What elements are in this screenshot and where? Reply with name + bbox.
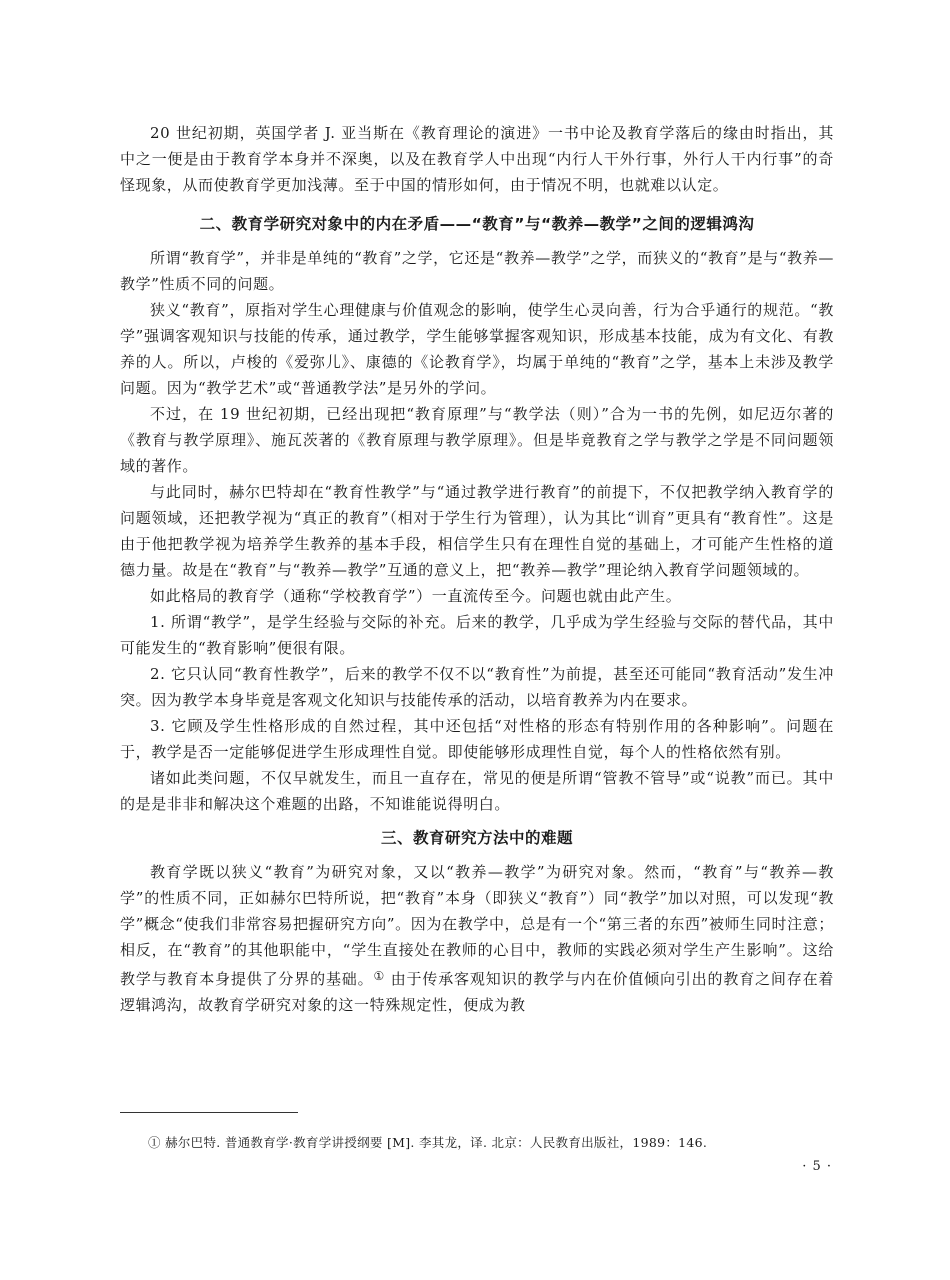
list-item-2: 2. 它只认同“教育性教学”，后来的教学不仅不以“教育性”为前提，甚至还可能同“教育活动”发生冲突。因为教学本身毕竟是客观文化知识与技能传承的活动，以培育教养为内在要求。: [120, 665, 834, 709]
paragraph: 不过，在 19 世纪初期，已经出现把“教育原理”与“教学法（则）”合为一书的先例，如尼迈尔著的《教育与教学原理》、施瓦茨著的《教育原理与教学原理》。但是毕竟教育之学与教学之学是不同问题领域的著作。: [120, 405, 834, 475]
paragraph: 狭义“教育”，原指对学生心理健康与价值观念的影响，使学生心灵向善，行为合乎通行的规范。“教学”强调客观知识与技能的传承，通过教学，学生能够掌握客观知识，形成基本技能，成为有文化、有教养的人。所以，卢梭的《爱弥儿》、康德的《论教育学》，均属于单纯的“教育”之学，基本上未涉及教学问题。因为“教学艺术”或“普通教学法”是另外的学问。: [120, 301, 834, 397]
paragraph: 如此格局的教育学（通称“学校教育学”）一直流传至今。问题也就由此产生。: [150, 587, 682, 605]
list-item-3: 3. 它顾及学生性格形成的自然过程，其中还包括“对性格的形态有特别作用的各种影响”。问题在于，教学是否一定能够促进学生形成理性自觉。即使能够形成理性自觉，每个人的性格依然有别。: [120, 717, 834, 761]
paragraph: 所谓“教育学”，并非是单纯的“教育”之学，它还是“教养—教学”之学，而狭义的“教育”是与“教养—教学”性质不同的问题。: [120, 249, 834, 293]
footnote: ① 赫尔巴特. 普通教育学·教育学讲授纲要 [M]. 李其龙，译. 北京：人民教育出版社，1989：146.: [148, 1135, 708, 1150]
footnote-reference[interactable]: ①: [373, 969, 386, 983]
paragraph-text: 由于传承客观知识的教学与内在价值倾向引出的教育之间存在着逻辑鸿沟，故教育学研究对象的这一特殊规定性，便成为教: [120, 970, 835, 1014]
page-body: [120, 120, 834, 1018]
paragraph-with-footnote: [120, 859, 834, 1018]
list-item-1: 1. 所谓“教学”，是学生经验与交际的补充。后来的教学，几乎成为学生经验与交际的替代品，其中可能发生的“教育影响”便很有限。: [120, 613, 834, 657]
paragraph: 与此同时，赫尔巴特却在“教育性教学”与“通过教学进行教育”的前提下，不仅把教学纳入教育学的问题领域，还把教学视为“真正的教育”（相对于学生行为管理），认为其比“训育”更具有“教育性”。这是由于他把教学视为培养学生教养的基本手段，相信学生只有在理性自觉的基础上，才可能产生性格的道德力量。故是在“教育”与“教养—教学”互通的意义上，把“教养—教学”理论纳入教育学问题领域的。: [120, 483, 834, 579]
page-number: · 5 ·: [802, 1159, 832, 1174]
section-heading-3: 三、教育研究方法中的难题: [380, 829, 573, 847]
paragraph-text: 教育学既以狭义“教育”为研究对象，又以“教养—教学”为研究对象。然而，“教育”与“教养—教学”的性质不同，正如赫尔巴特所说，把“教育”本身（即狭义“教育”）同“教学”加以对照，可以发现“教学”概念“使我们非常容易把握研究方向”。因为在教学中，总是有一个“第三者的东西”被师生同时注意；相反，在“教育”的其他职能中，“学生直接处在教师的心目中，教师的实践必须对学生产生影响”。这给教学与教育本身提供了分界的基础。: [120, 863, 834, 988]
paragraph-intro: 20 世纪初期，英国学者 J. 亚当斯在《教育理论的演进》一书中论及教育学落后的缘由时指出，其中之一便是由于教育学本身并不深奥，以及在教育学人中出现“内行人干外行事，外行人干内行事”的奇怪现象，从而使教育学更加浅薄。至于中国的情形如何，由于情况不明，也就难以认定。: [120, 124, 834, 194]
section-heading-2: 二、教育学研究对象中的内在矛盾——“教育”与“教养—教学”之间的逻辑鸿沟: [199, 215, 755, 233]
footnote-divider: [120, 1112, 298, 1113]
paragraph: 诸如此类问题，不仅早就发生，而且一直存在，常见的便是所谓“管教不管导”或“说教”而已。其中的是是非非和解决这个难题的出路，不知谁能说得明白。: [120, 769, 834, 813]
